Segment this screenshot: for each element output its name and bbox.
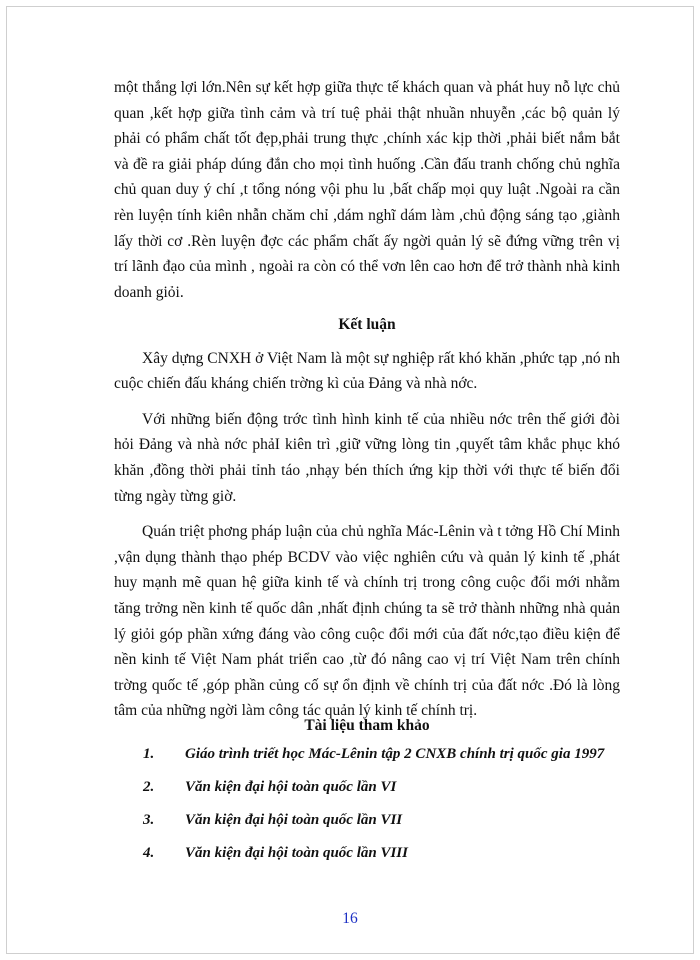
reference-number: 1. — [143, 746, 155, 762]
references-heading: Tài liệu tham khảo — [304, 717, 430, 734]
reference-number: 2. — [143, 779, 155, 795]
page-number: 16 — [342, 910, 358, 927]
intro-block — [114, 75, 620, 305]
reference-item — [143, 777, 623, 798]
references-title-block — [114, 713, 620, 739]
conclusion-heading: Kết luận — [338, 316, 396, 333]
references-list — [143, 744, 623, 876]
reference-number: 4. — [143, 845, 155, 861]
reference-text: Văn kiện đại hội toàn quốc lần VIII — [185, 845, 408, 861]
conclusion-paragraph-2: Với những biến động trớc tình hình kinh tế của nhiều nớc trên thế giới đòi hỏi Đảng và nhà nớc phảI kiên trì ,giữ vững lòng tin ,quyết tâm khắc phục khó khăn ,đồng thời phải tỉnh táo ,nhạy bén thích ứng kịp thời với thực tế biến đổi từng ngày từng giờ. — [114, 410, 620, 505]
conclusion-paragraph-1: Xây dựng CNXH ở Việt Nam là một sự nghiệp rất khó khăn ,phức tạp ,nó nh cuộc chiến đấu kháng chiến trờng kì của Đảng và nhà nớc. — [114, 349, 620, 393]
reference-item — [143, 843, 623, 864]
reference-text: Giáo trình triết học Mác-Lênin tập 2 CNXB chính trị quốc gia 1997 — [185, 746, 605, 762]
reference-text: Văn kiện đại hội toàn quốc lần VII — [185, 812, 403, 828]
intro-paragraph: một thắng lợi lớn.Nên sự kết hợp giữa thực tế khách quan và phát huy nỗ lực chủ quan ,kết hợp giữa tình cảm và trí tuệ phải thật nhuần nhuyễn ,các bộ quản lý phải có phẩm chất tốt đẹp,phải trung thực ,chính xác kịp thời ,phải biết nắm bắt và đề ra giải pháp dúng đắn cho mọi tình huống .Cần đấu tranh chống chủ nghĩa chủ quan duy ý chí ,t tổng nóng vội phu lu ,bất chấp mọi quy luật .Ngoài ra cần rèn luyện tính kiên nhẫn chăm chỉ ,dám nghĩ dám làm ,chủ động sáng tạo ,giành lấy thời cơ .Rèn luyện đợc các phẩm chất ấy ngời quản lý sẽ đứng vững trên vị trí lãnh đạo của mình , ngoài ra còn có thể vơn lên cao hơn để trở thành nhà kinh doanh giỏi. — [114, 79, 620, 301]
conclusion-section — [114, 312, 620, 724]
reference-text: Văn kiện đại hội toàn quốc lần VI — [185, 779, 397, 795]
reference-item — [143, 744, 623, 765]
reference-number: 3. — [143, 812, 155, 828]
conclusion-paragraph-3: Quán triệt phơng pháp luận của chủ nghĩa Mác-Lênin và t tởng Hồ Chí Minh ,vận dụng thành thạo phép BCDV vào việc nghiên cứu và quản lý kinh tế ,phát huy mạnh mẽ quan hệ giữa kinh tế và chính trị trong công cuộc đổi mới nhằm tăng trởng nền kinh tế quốc dân ,nhất định chúng ta sẽ trở thành những nhà quản lý giỏi góp phần xứng đáng vào công cuộc đổi mới của đất nớc,tạo điều kiện để nền kinh tế Việt Nam phát triển cao ,từ đó nâng cao vị trí Việt Nam trên chính trờng quốc tế ,góp phần củng cố sự ổn định về chính trị của đất nớc .Đó là lòng tâm của những ngời làm công tác quản lý kinh tế chính trị. — [114, 523, 620, 720]
reference-item — [143, 810, 623, 831]
